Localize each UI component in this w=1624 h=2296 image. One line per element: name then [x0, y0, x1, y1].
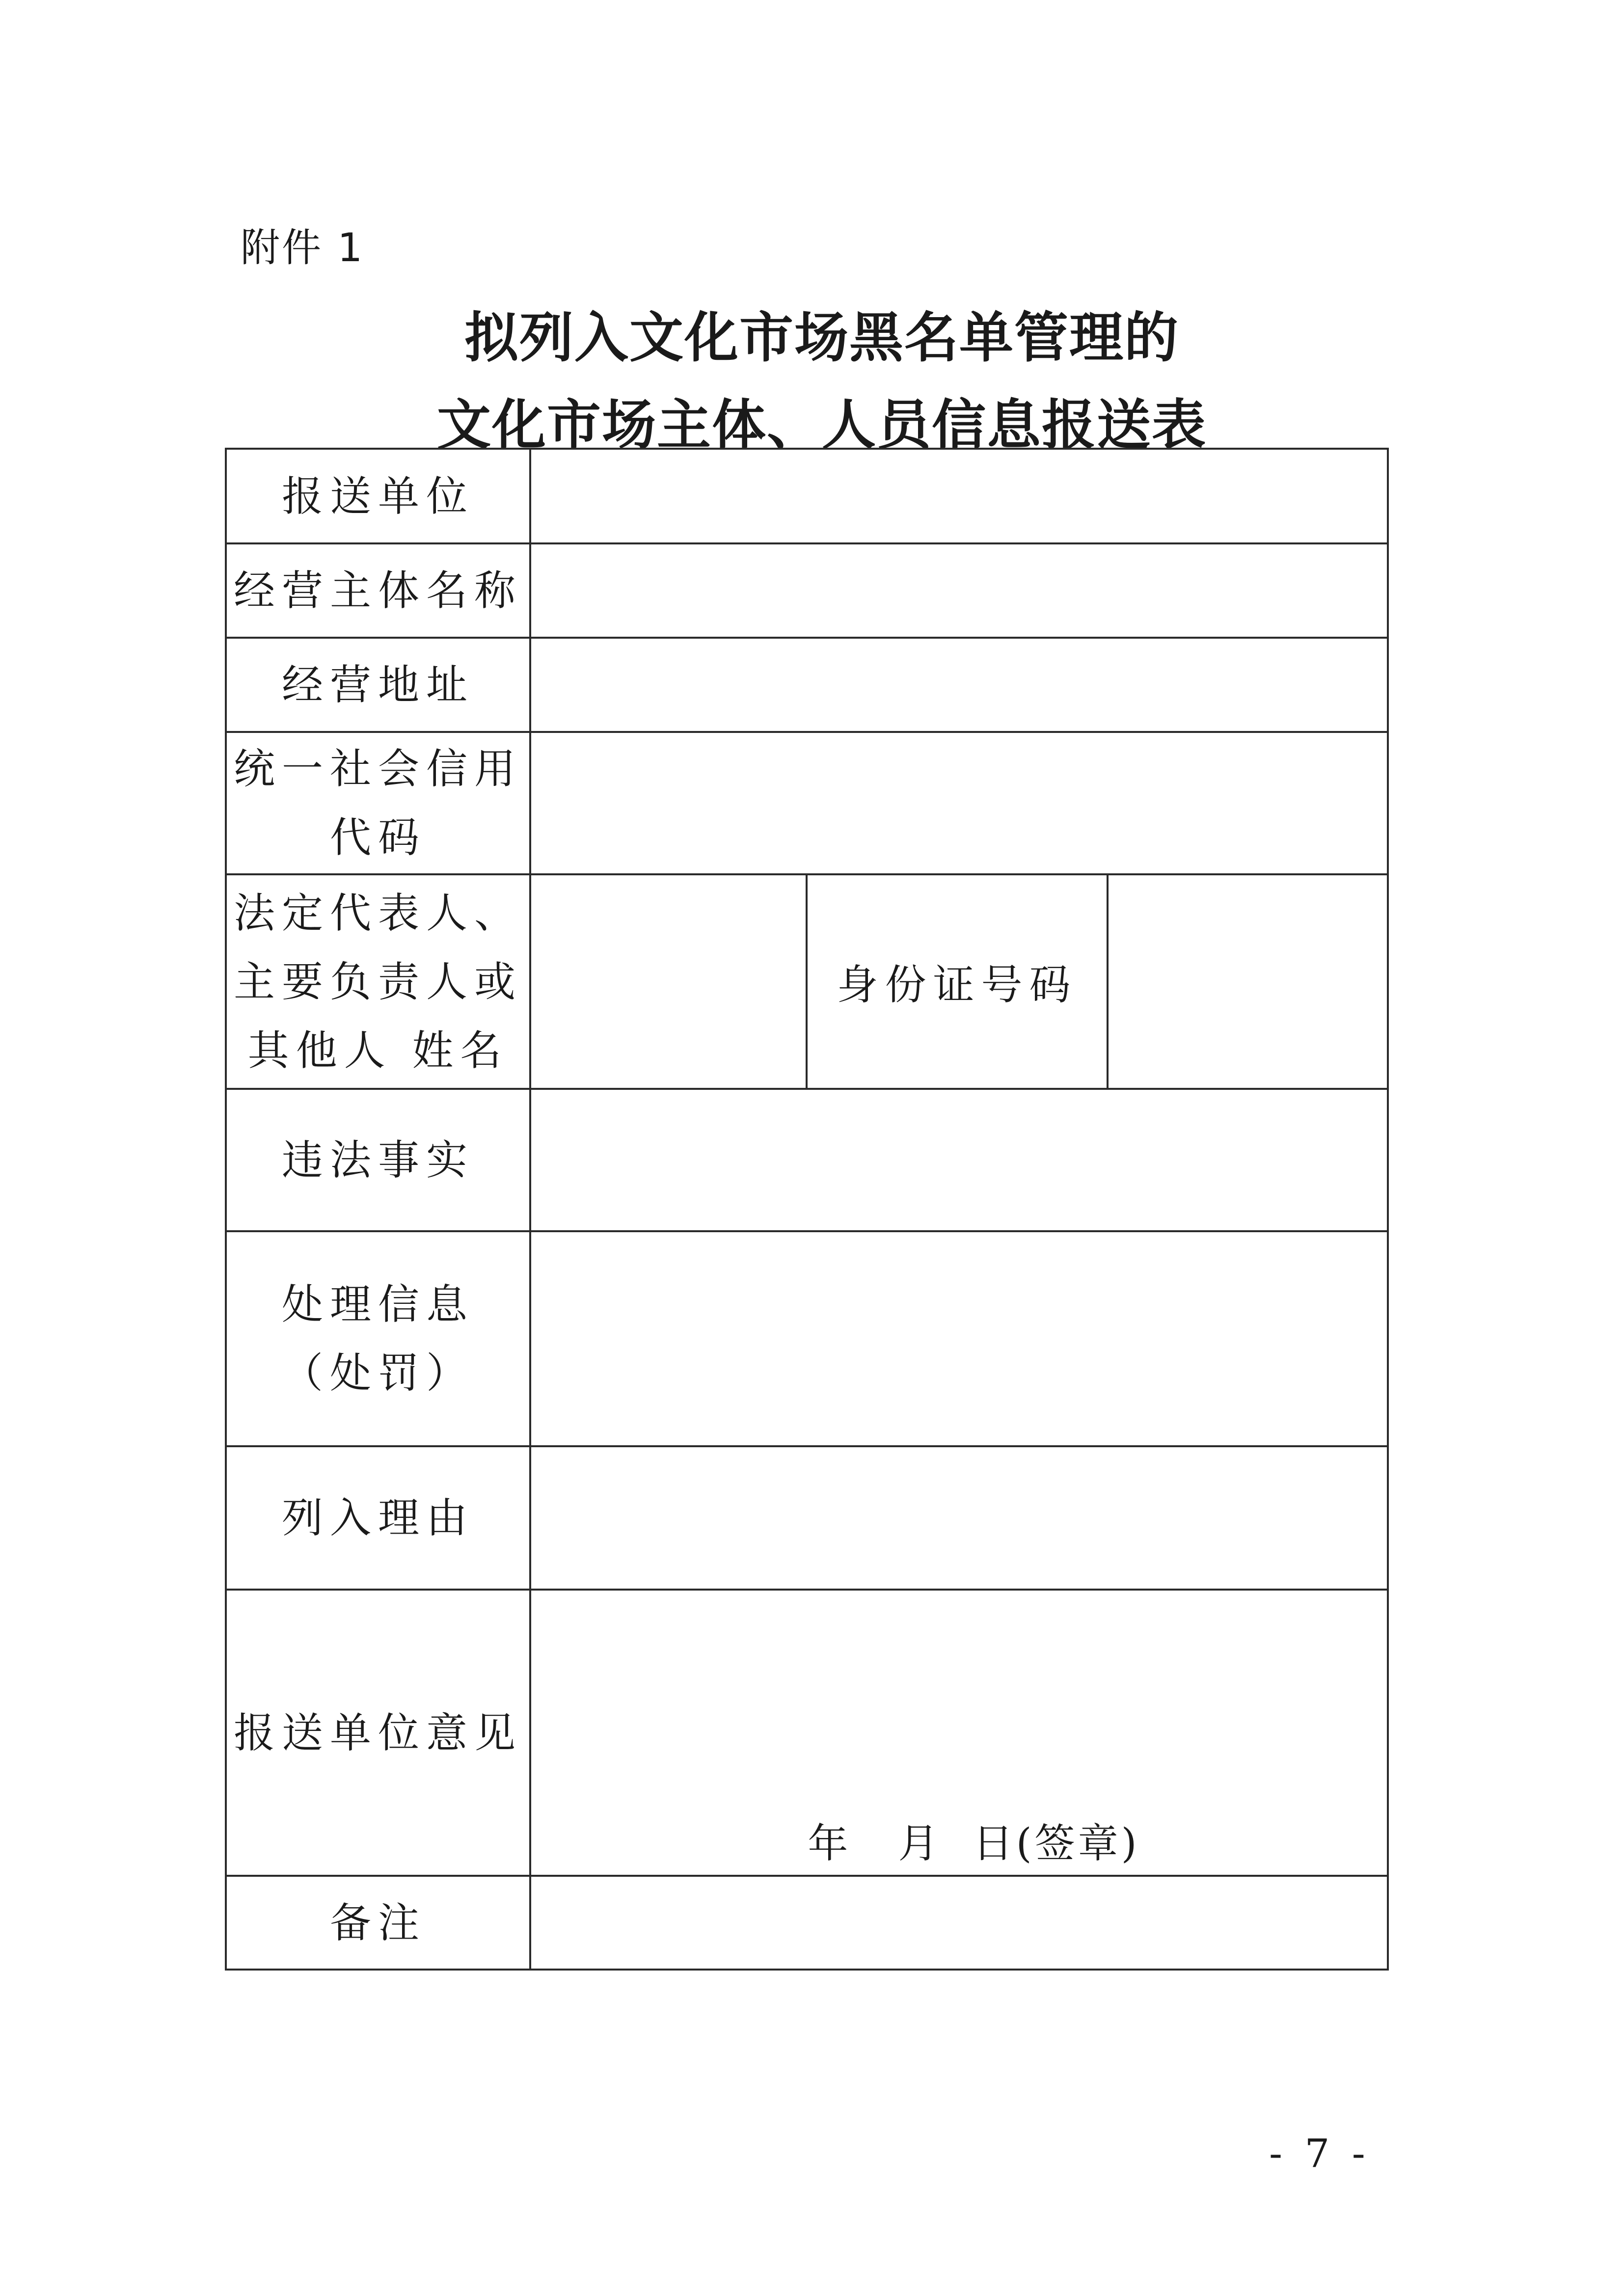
row-reporting-unit: [226, 449, 1388, 543]
label-credit-code: 统一社会信用 代码: [226, 732, 530, 874]
info-form-table: [225, 448, 1389, 1971]
label-legal-representative: 法定代表人、 主要负责人或 其他人 姓名: [226, 874, 530, 1089]
field-business-address[interactable]: [530, 638, 1388, 732]
row-business-name: [226, 543, 1388, 638]
row-violation-facts: [226, 1089, 1388, 1231]
field-handling-info[interactable]: [530, 1231, 1388, 1446]
date-signature-line: 年 月 日(签章): [808, 1820, 1140, 1867]
document-title-line-1: 拟列入文化市场黑名单管理的: [464, 306, 1179, 369]
page-number: - 7 -: [1269, 2131, 1370, 2176]
field-violation-facts[interactable]: [530, 1089, 1388, 1231]
row-credit-code: [226, 732, 1388, 874]
field-legal-representative-name[interactable]: [530, 874, 807, 1089]
row-handling-info: [226, 1231, 1388, 1446]
label-handling-info: 处理信息 （处罚）: [226, 1231, 530, 1446]
row-listing-reason: [226, 1446, 1388, 1590]
field-remarks[interactable]: [530, 1876, 1388, 1970]
row-remarks: [226, 1876, 1388, 1970]
field-business-name[interactable]: [530, 543, 1388, 638]
label-business-address: 经营地址: [226, 638, 530, 732]
label-id-number: 身份证号码: [807, 874, 1108, 1089]
field-unit-opinion[interactable]: [530, 1590, 1388, 1876]
row-business-address: [226, 638, 1388, 732]
row-unit-opinion: [226, 1590, 1388, 1876]
label-listing-reason: 列入理由: [226, 1446, 530, 1590]
field-listing-reason[interactable]: [530, 1446, 1388, 1590]
attachment-label: 附件 1: [241, 225, 365, 270]
label-reporting-unit: 报送单位: [226, 449, 530, 543]
document-title-line-2: 文化市场主体、人员信息报送表: [437, 393, 1207, 457]
field-reporting-unit[interactable]: [530, 449, 1388, 543]
row-legal-representative: [226, 874, 1388, 1089]
field-id-number[interactable]: [1108, 874, 1388, 1089]
label-business-name: 经营主体名称: [226, 543, 530, 638]
label-unit-opinion: 报送单位意见: [226, 1590, 530, 1876]
field-credit-code[interactable]: [530, 732, 1388, 874]
label-remarks: 备注: [226, 1876, 530, 1970]
label-violation-facts: 违法事实: [226, 1089, 530, 1231]
